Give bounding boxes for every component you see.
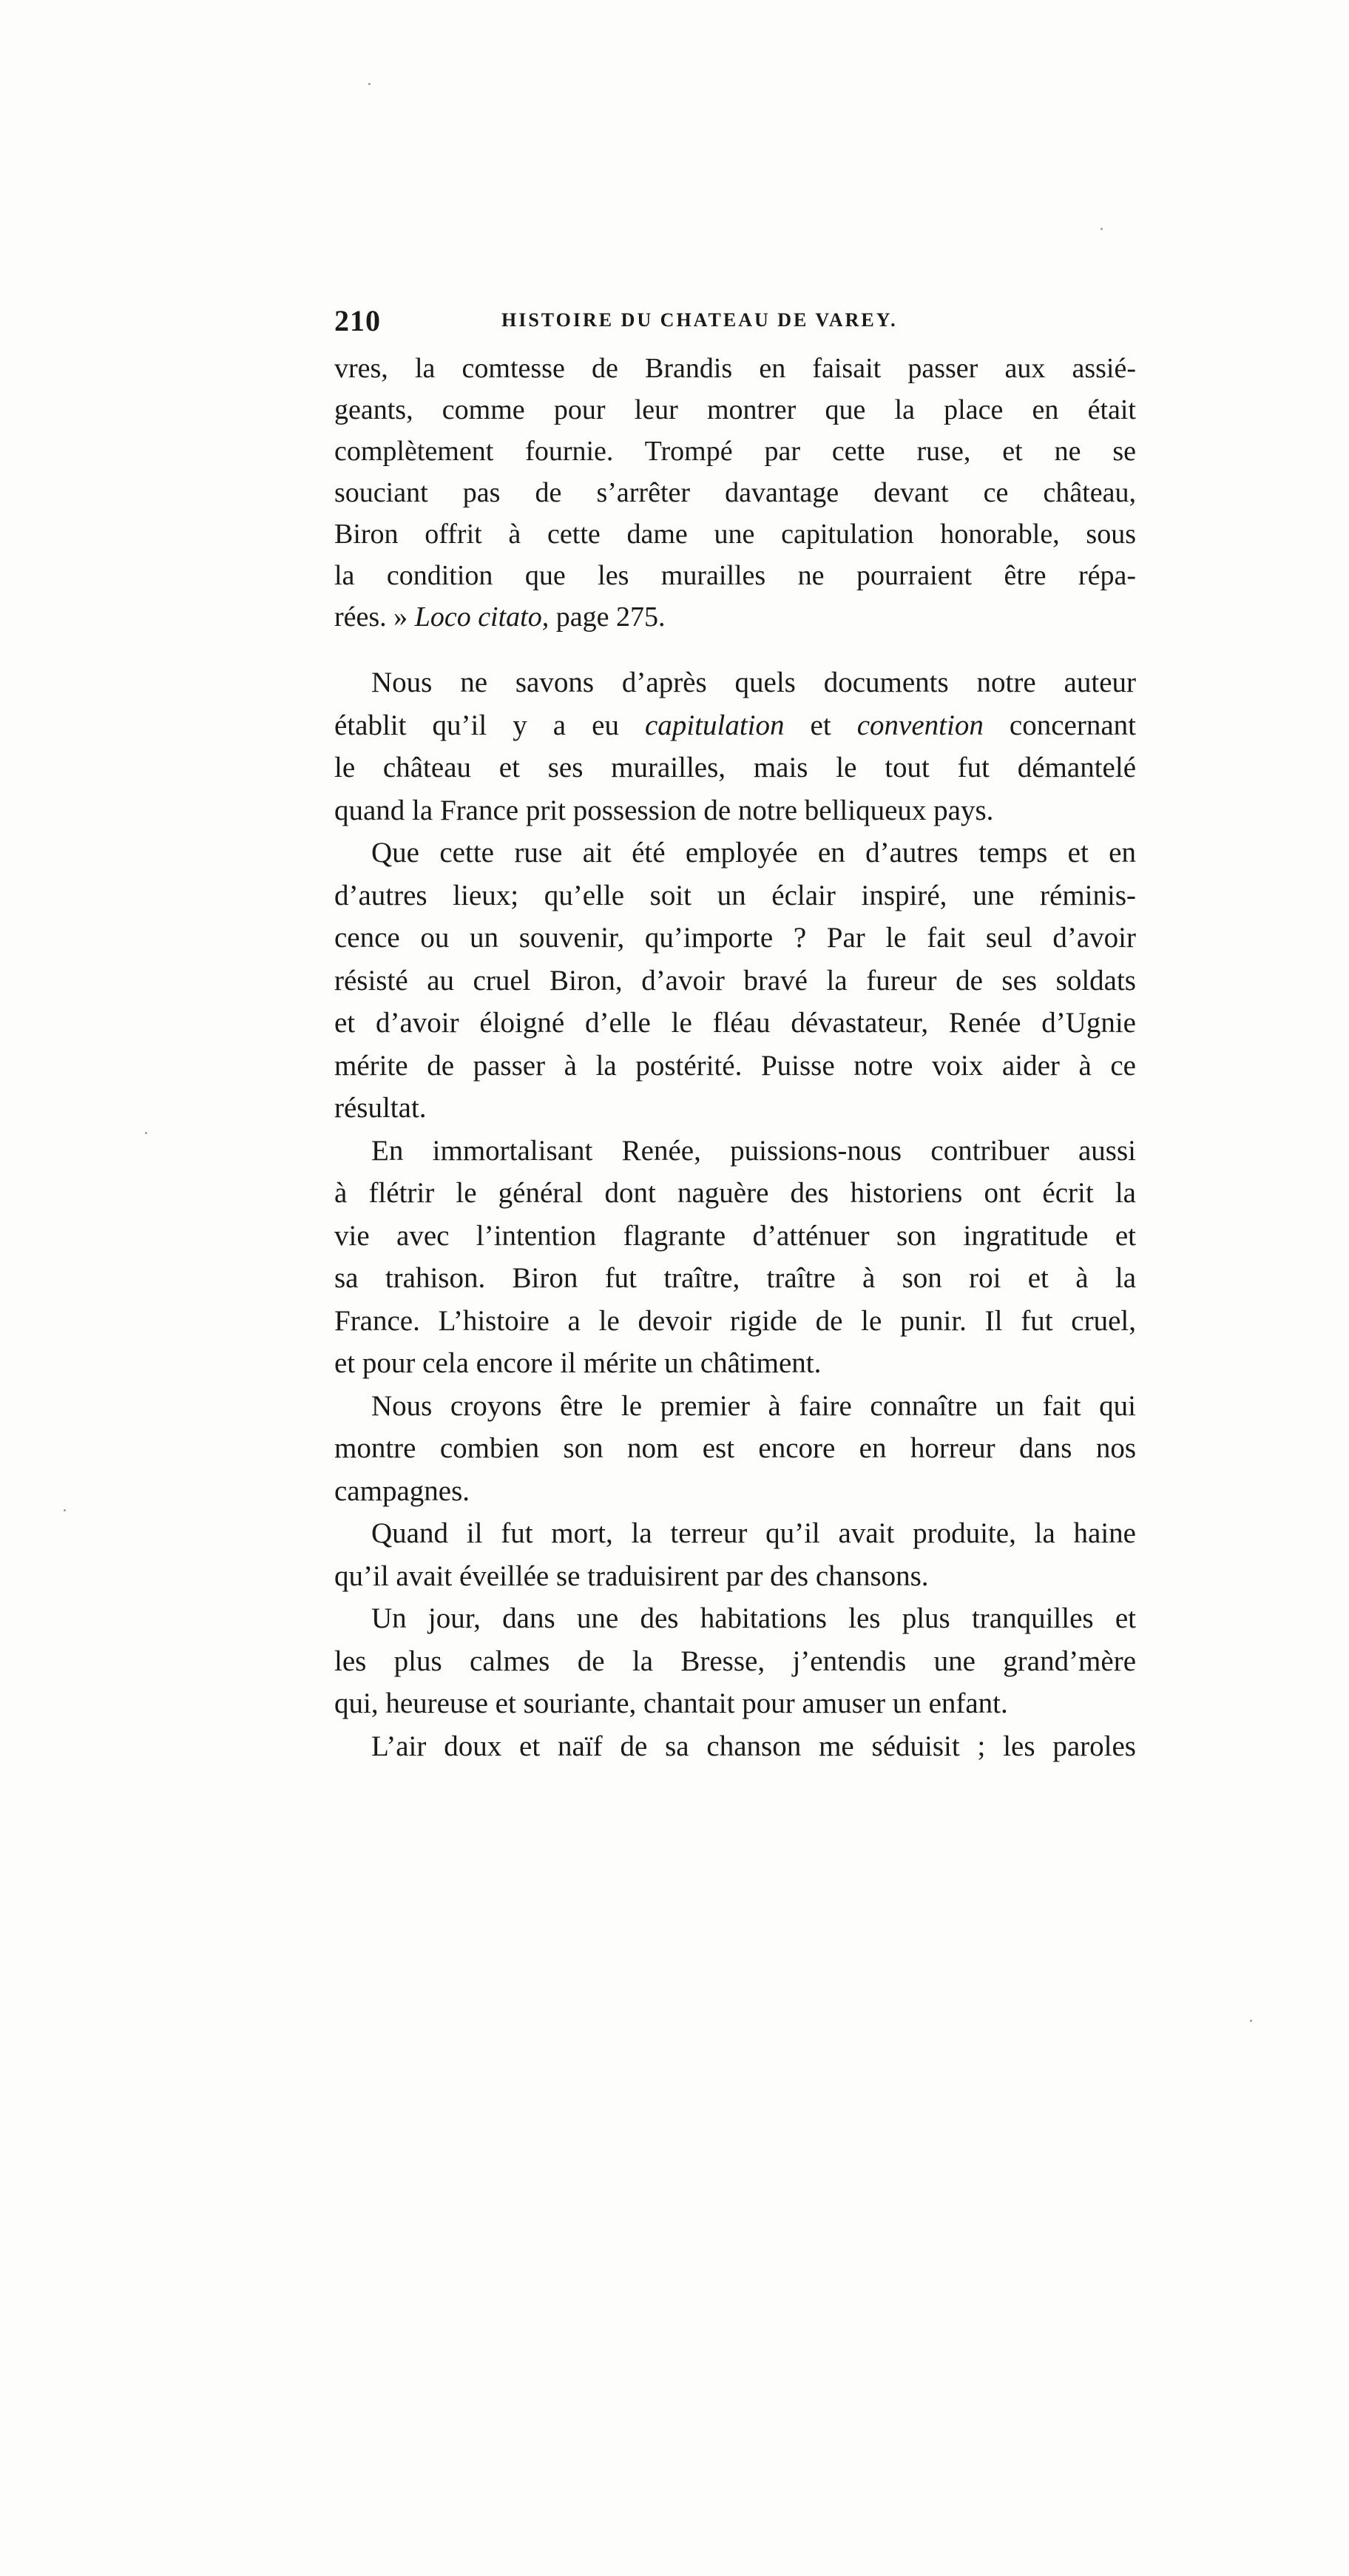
quote-citation-italic: Loco citato,	[414, 601, 550, 633]
running-head: HISTOIRE DU CHATEAU DE VAREY.	[501, 309, 898, 331]
paragraph-line: d’autres lieux; qu’elle soit un éclair inspiré, une réminis-	[334, 879, 1136, 911]
paper-speck	[368, 83, 371, 85]
paragraph-line: campagnes.	[334, 1474, 470, 1507]
quote-citation-end: page 275.	[549, 601, 666, 633]
paragraph-line: Un jour, dans une des habitations les plus tranquilles et	[371, 1602, 1136, 1634]
paragraph-line: Quand il fut mort, la terreur qu’il avait produite, la haine	[371, 1517, 1136, 1549]
paragraph-line: Nous croyons être le premier à faire connaître un fait qui	[371, 1389, 1136, 1422]
quoted-passage	[334, 348, 1136, 638]
paragraph-line	[334, 704, 1136, 747]
paragraph-fragment: et	[784, 709, 857, 741]
paper-speck	[145, 1132, 147, 1134]
italic-term: capitulation	[645, 709, 785, 741]
paragraph-fragment: établit qu’il y a eu	[334, 709, 645, 741]
paragraph-line: sa trahison. Biron fut traître, traître à son roi et à la	[334, 1262, 1136, 1294]
paragraph-line: vie avec l’intention flagrante d’atténuer son ingratitude et	[334, 1219, 1136, 1252]
paragraph-line: résisté au cruel Biron, d’avoir bravé la fureur de ses soldats	[334, 964, 1136, 997]
quote-line: la condition que les murailles ne pourraient être répa-	[334, 560, 1136, 591]
page-header	[334, 303, 1136, 348]
paragraph-line: le château et ses murailles, mais le tout fut démantelé	[334, 752, 1136, 783]
paragraph-line: mérite de passer à la postérité. Puisse notre voix aider à ce	[334, 1049, 1136, 1082]
quote-citation-start: rées. »	[334, 601, 415, 633]
quote-citation-line	[334, 596, 1136, 638]
quote-line: souciant pas de s’arrêter davantage devant ce château,	[334, 477, 1136, 508]
quote-line: vres, la comtesse de Brandis en faisait passer aux assié-	[334, 353, 1136, 384]
paragraph-line: cence ou un souvenir, qu’importe ? Par le fait seul d’avoir	[334, 922, 1136, 954]
paragraph-line: résultat.	[334, 1092, 427, 1124]
paper-speck	[64, 1509, 66, 1511]
paper-speck	[1250, 2020, 1252, 2022]
paragraph-fragment: concernant	[983, 709, 1136, 741]
paper-speck	[1100, 228, 1103, 230]
page-number: 210	[334, 304, 381, 337]
main-text	[334, 661, 1136, 1767]
paragraph-line: qu’il avait éveillée se traduisirent par des chansons.	[334, 1560, 929, 1592]
paragraph-line: quand la France prit possession de notre belliqueux pays.	[334, 794, 994, 826]
italic-term: convention	[856, 709, 984, 741]
paragraph-line: Nous ne savons d’après quels documents notre auteur	[371, 667, 1136, 698]
paragraph-line: montre combien son nom est encore en horreur dans nos	[334, 1432, 1136, 1464]
quote-line: complètement fournie. Trompé par cette ruse, et ne se	[334, 436, 1136, 467]
paragraph-line: Que cette ruse ait été employée en d’autres temps et en	[371, 837, 1136, 869]
paragraph-line: En immortalisant Renée, puissions-nous contribuer aussi	[371, 1134, 1136, 1167]
paragraph-line: qui, heureuse et souriante, chantait pour amuser un enfant.	[334, 1687, 1008, 1719]
quote-line: geants, comme pour leur montrer que la place en était	[334, 394, 1136, 425]
paragraph-line: et pour cela encore il mérite un châtiment.	[334, 1347, 822, 1379]
paragraph-line: les plus calmes de la Bresse, j’entendis une grand’mère	[334, 1645, 1136, 1677]
paragraph-line: à flétrir le général dont naguère des historiens ont écrit la	[334, 1177, 1136, 1209]
paragraph-line: et d’avoir éloigné d’elle le fléau dévastateur, Renée d’Ugnie	[334, 1007, 1136, 1039]
quote-line: Biron offrit à cette dame une capitulation honorable, sous	[334, 519, 1136, 550]
paragraph-line: France. L’histoire a le devoir rigide de le punir. Il fut cruel,	[334, 1304, 1136, 1337]
paragraph-line: L’air doux et naïf de sa chanson me séduisit ; les paroles	[371, 1730, 1136, 1762]
